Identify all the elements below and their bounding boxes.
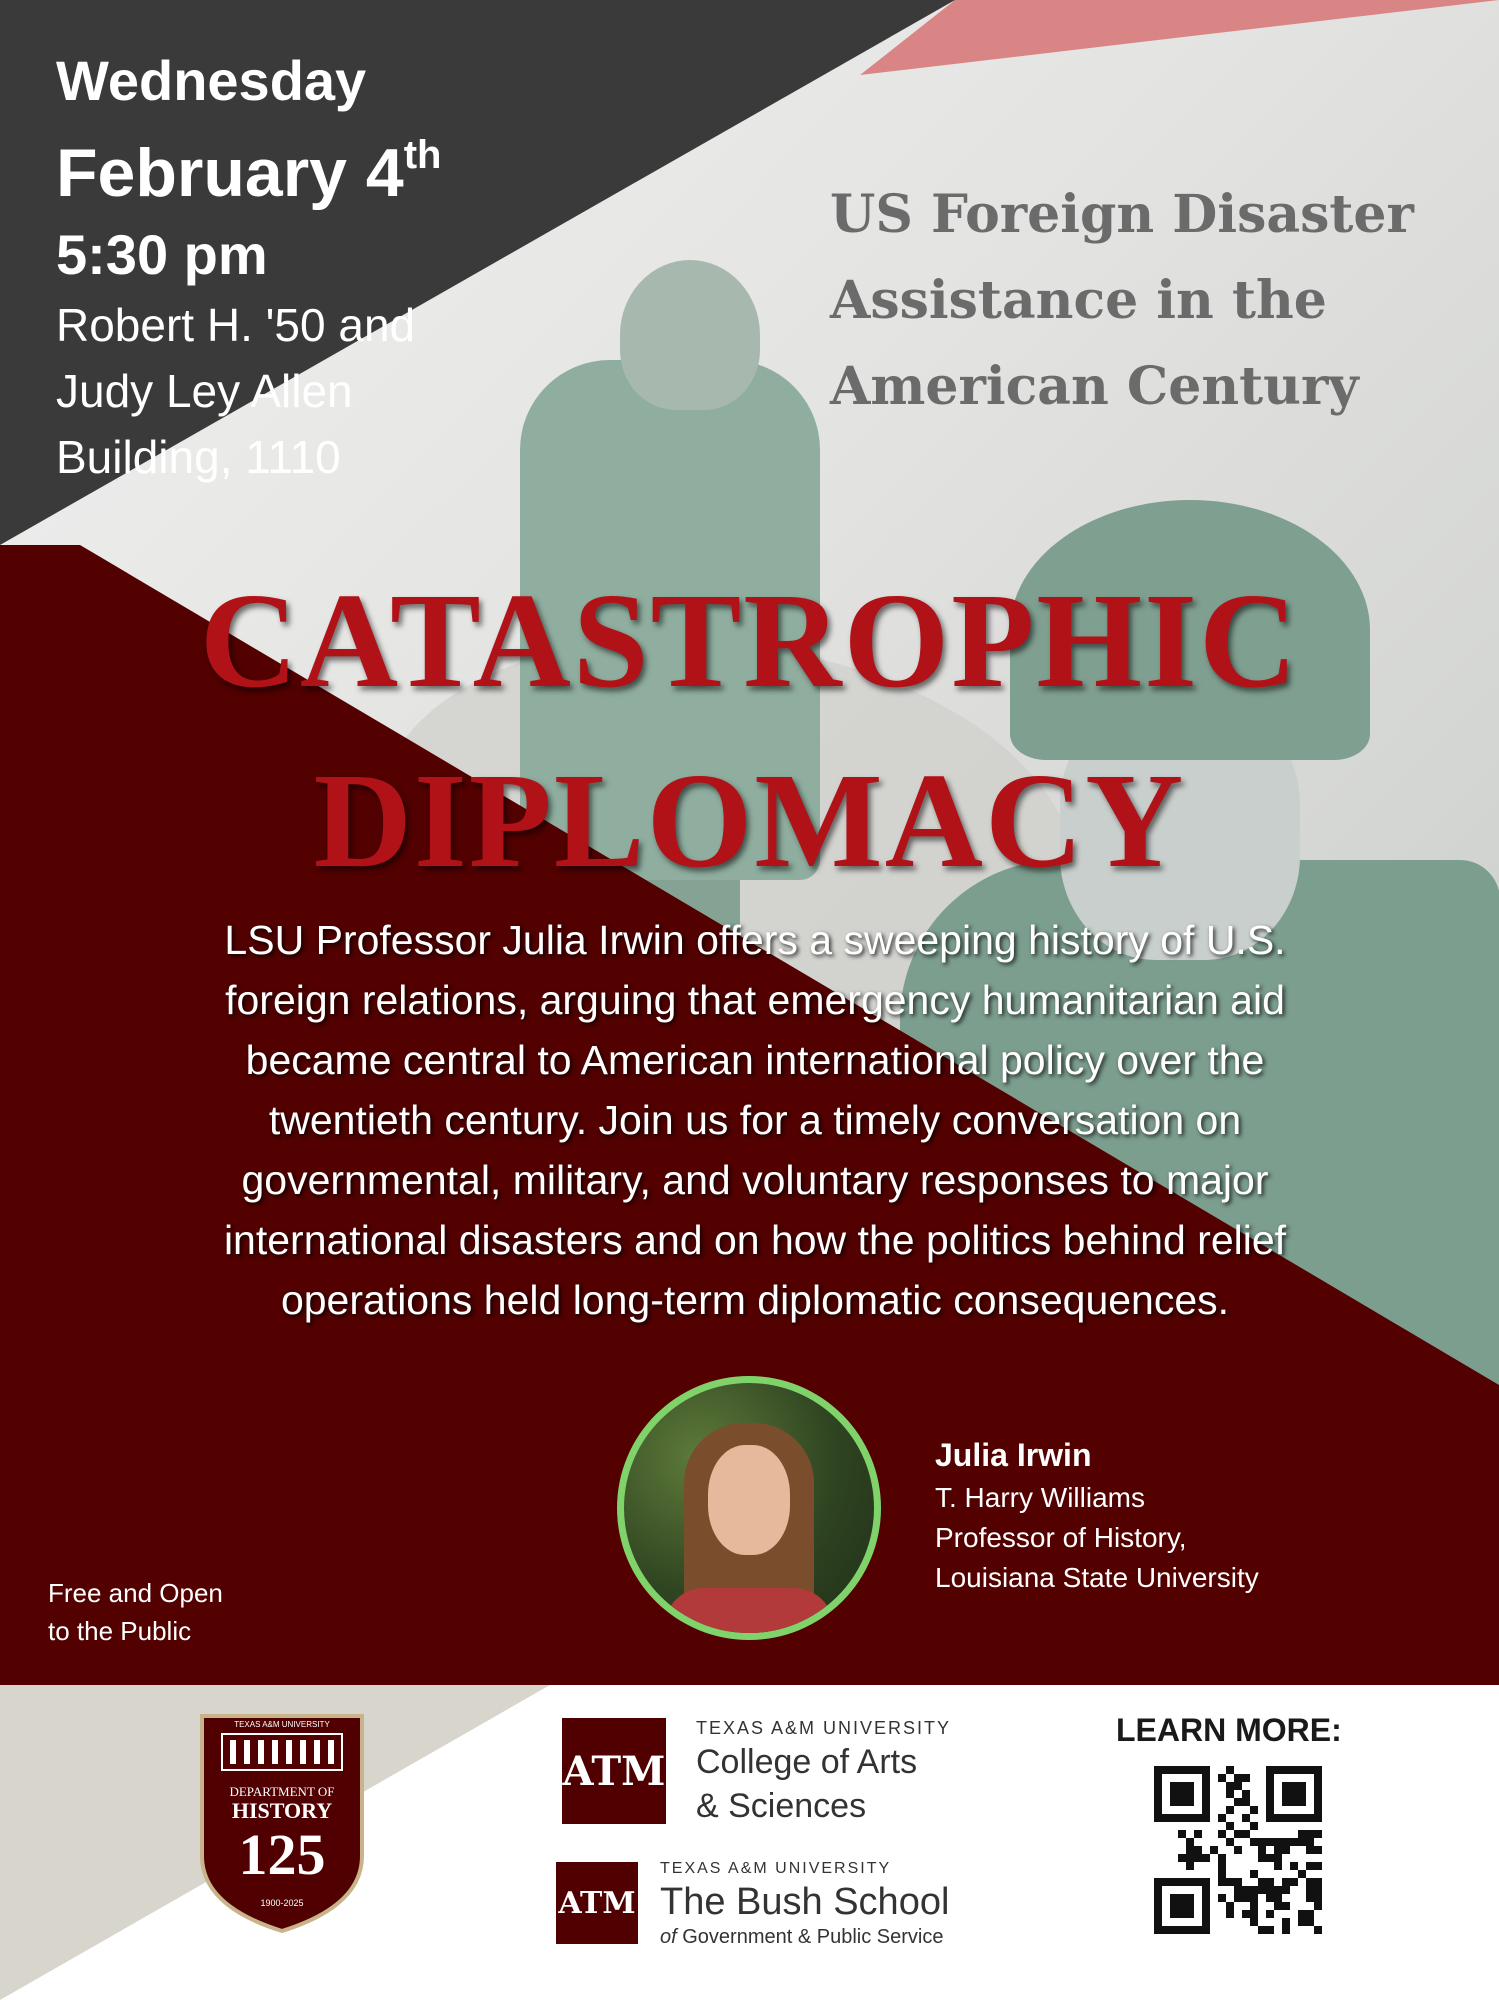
event-date-text: February 4 <box>56 135 404 211</box>
bush-school-logo <box>660 1858 949 1950</box>
main-title-line-1: CATASTROPHIC <box>199 566 1300 716</box>
admission-note <box>48 1574 223 1650</box>
event-location-line: Judy Ley Allen <box>56 365 353 417</box>
speaker-info <box>935 1432 1259 1598</box>
photo-face <box>708 1445 790 1555</box>
shield-dept-line-1: DEPARTMENT OF <box>229 1784 335 1799</box>
description-line: became central to American international policy over the <box>245 1037 1265 1083</box>
description-line: LSU Professor Julia Irwin offers a sweeping history of U.S. <box>224 917 1286 963</box>
event-location-line: Robert H. '50 and <box>56 299 416 351</box>
photo-shirt <box>664 1588 834 1633</box>
soldier-figure-head <box>620 260 760 410</box>
college-of-arts-logo <box>696 1716 951 1828</box>
main-title-line-2: DIPLOMACY <box>313 746 1186 896</box>
speaker-title-line: Professor of History, <box>935 1522 1187 1553</box>
bush-school-tagline <box>660 1924 949 1950</box>
speaker-title-line: T. Harry Williams <box>935 1482 1145 1513</box>
shield-dept-line-2: HISTORY <box>231 1798 333 1823</box>
description-line: international disasters and on how the politics behind relief <box>223 1217 1287 1263</box>
bush-school-name: The Bush School <box>660 1881 950 1923</box>
description-line: twentieth century. Join us for a timely conversation on <box>268 1097 1242 1143</box>
speaker-affiliation: Louisiana State University <box>935 1562 1259 1593</box>
event-date-suffix: th <box>403 133 442 177</box>
event-weekday: Wednesday <box>56 49 367 112</box>
shield-top-text: TEXAS A&M UNIVERSITY <box>234 1720 330 1729</box>
subtitle-line: US Foreign Disaster <box>830 184 1414 245</box>
subtitle <box>830 172 1470 430</box>
admission-line: to the Public <box>48 1616 192 1646</box>
event-description <box>110 910 1400 1330</box>
event-details <box>56 48 441 490</box>
bush-tagline-rest: Government & Public Service <box>676 1926 944 1948</box>
subtitle-line: American Century <box>830 356 1359 417</box>
shield-number: 125 <box>238 1822 326 1887</box>
event-time: 5:30 pm <box>56 223 268 286</box>
learn-more-label: LEARN MORE: <box>1116 1712 1342 1748</box>
shield-years: 1900-2025 <box>260 1898 304 1908</box>
admission-line: Free and Open <box>48 1578 223 1608</box>
event-date <box>56 114 441 214</box>
speaker-photo <box>624 1383 874 1633</box>
description-line: governmental, military, and voluntary responses to major <box>241 1157 1269 1203</box>
speaker-photo-frame <box>617 1376 881 1640</box>
description-line: foreign relations, arguing that emergency humanitarian aid <box>225 977 1285 1023</box>
speaker-name: Julia Irwin <box>935 1437 1092 1473</box>
description-line: operations held long-term diplomatic consequences. <box>280 1277 1230 1323</box>
bush-tagline-italic: of <box>660 1926 677 1948</box>
college-university-label: TEXAS A&M UNIVERSITY <box>696 1718 952 1738</box>
college-name-line: & Sciences <box>696 1787 867 1825</box>
qr-code-icon[interactable] <box>1154 1766 1322 1934</box>
history-125-shield-icon <box>192 1706 372 1936</box>
subtitle-line: Assistance in the <box>830 270 1327 331</box>
event-location-line: Building, 1110 <box>56 431 341 483</box>
tamu-logo-arts: ATM <box>562 1718 666 1824</box>
college-name-line: College of Arts <box>696 1743 918 1781</box>
tamu-logo-bush: ATM <box>556 1862 638 1944</box>
bush-university-label: TEXAS A&M UNIVERSITY <box>660 1860 892 1877</box>
